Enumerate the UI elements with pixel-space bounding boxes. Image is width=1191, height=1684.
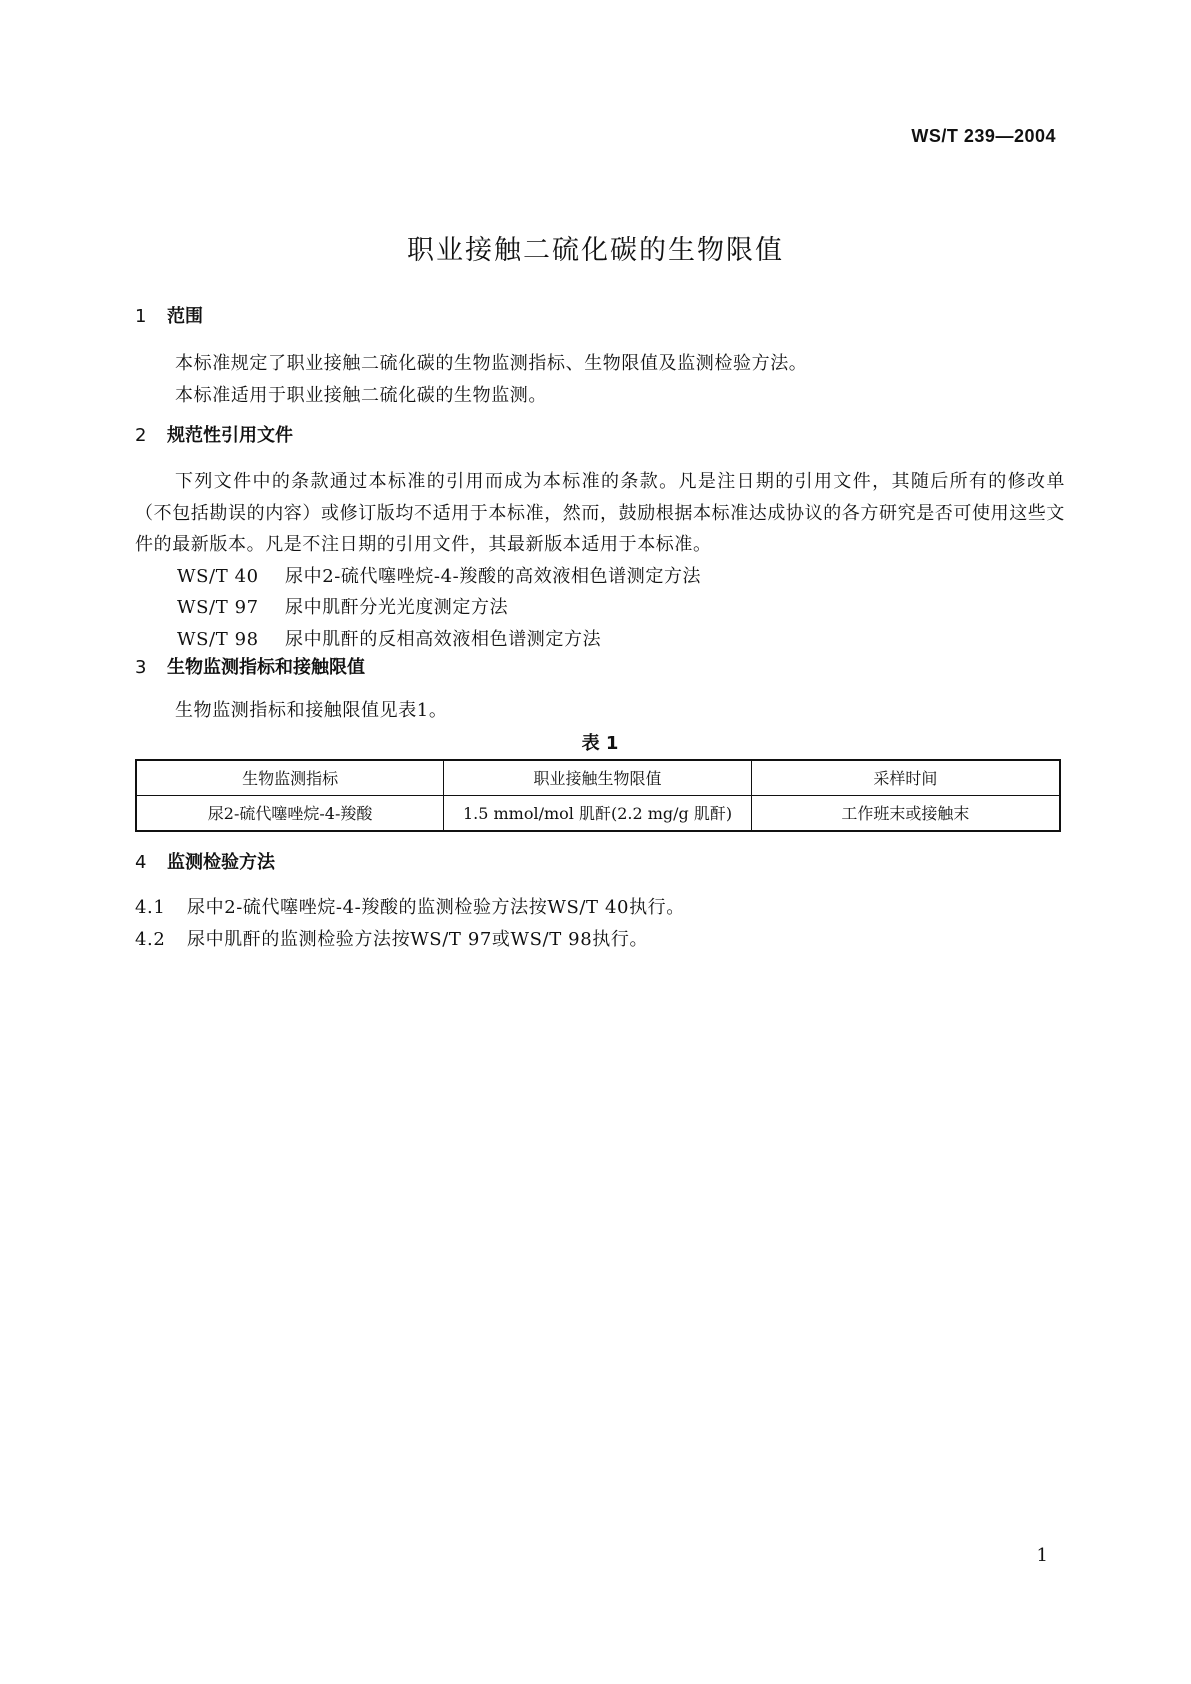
reference-title: 尿中2-硫代噻唑烷-4-羧酸的高效液相色谱测定方法 bbox=[285, 565, 702, 587]
reference-title: 尿中肌酐分光光度测定方法 bbox=[285, 597, 509, 618]
table-cell: 1.5 mmol/mol 肌酐(2.2 mg/g 肌酐) bbox=[444, 795, 752, 831]
limits-table bbox=[135, 759, 1061, 832]
reference-code: WS/T 40 bbox=[177, 565, 259, 587]
section-title: 规范性引用文件 bbox=[167, 425, 293, 446]
clause-text: 尿中肌酐的监测检验方法按WS/T 97或WS/T 98执行。 bbox=[187, 929, 649, 950]
paragraph: 本标准适用于职业接触二硫化碳的生物监测。 bbox=[175, 384, 547, 406]
table-caption: 表 1 bbox=[581, 732, 619, 754]
section-number: 1 bbox=[135, 306, 147, 327]
section-heading bbox=[135, 302, 1065, 332]
clause-number: 4.2 bbox=[135, 929, 166, 950]
section-number: 4 bbox=[135, 852, 147, 873]
section-heading bbox=[135, 653, 1065, 683]
reference-title: 尿中肌酐的反相高效液相色谱测定方法 bbox=[285, 628, 602, 650]
clause-number: 4.1 bbox=[135, 897, 166, 918]
clause-text: 尿中2-硫代噻唑烷-4-羧酸的监测检验方法按WS/T 40执行。 bbox=[187, 897, 685, 918]
reference-code: WS/T 97 bbox=[177, 597, 259, 618]
section-normative-references bbox=[135, 421, 1065, 655]
table-header-cell: 生物监测指标 bbox=[136, 760, 444, 796]
section-test-methods bbox=[135, 848, 1065, 956]
table-cell: 尿2-硫代噻唑烷-4-羧酸 bbox=[136, 795, 444, 831]
document-title: 职业接触二硫化碳的生物限值 bbox=[407, 235, 784, 266]
section-biomonitoring-limits bbox=[135, 653, 1065, 832]
paragraph: 下列文件中的条款通过本标准的引用而成为本标准的条款。凡是注日期的引用文件，其随后所有的修改单（不包括勘误的内容）或修订版均不适用于本标准，然而，鼓励根据本标准达成协议的各方研究是否可使用这些文件的最新版本。凡是不注日期的引用文件，其最新版本适用于本标准。 bbox=[135, 471, 1065, 555]
section-heading bbox=[135, 421, 1065, 451]
table-row bbox=[136, 795, 1060, 831]
reference-item bbox=[135, 561, 1065, 593]
section-title: 监测检验方法 bbox=[167, 852, 275, 873]
section-heading bbox=[135, 848, 1065, 878]
table-cell: 工作班末或接触末 bbox=[751, 795, 1060, 831]
section-number: 2 bbox=[135, 425, 147, 446]
table-header-cell: 职业接触生物限值 bbox=[444, 760, 752, 796]
table-header-row bbox=[136, 760, 1060, 796]
standard-code: WS/T 239—2004 bbox=[911, 126, 1056, 146]
clause bbox=[135, 924, 1065, 956]
section-title: 范围 bbox=[167, 306, 203, 327]
page-number: 1 bbox=[1036, 1545, 1048, 1566]
paragraph: 本标准规定了职业接触二硫化碳的生物监测指标、生物限值及监测检验方法。 bbox=[175, 353, 808, 374]
reference-code: WS/T 98 bbox=[177, 628, 259, 650]
section-title: 生物监测指标和接触限值 bbox=[167, 657, 365, 678]
reference-item bbox=[135, 592, 1065, 624]
reference-item bbox=[135, 624, 1065, 656]
section-scope bbox=[135, 302, 1065, 411]
section-number: 3 bbox=[135, 657, 147, 678]
table-header-cell: 采样时间 bbox=[751, 760, 1060, 796]
clause bbox=[135, 892, 1065, 924]
paragraph: 生物监测指标和接触限值见表1。 bbox=[175, 700, 448, 721]
